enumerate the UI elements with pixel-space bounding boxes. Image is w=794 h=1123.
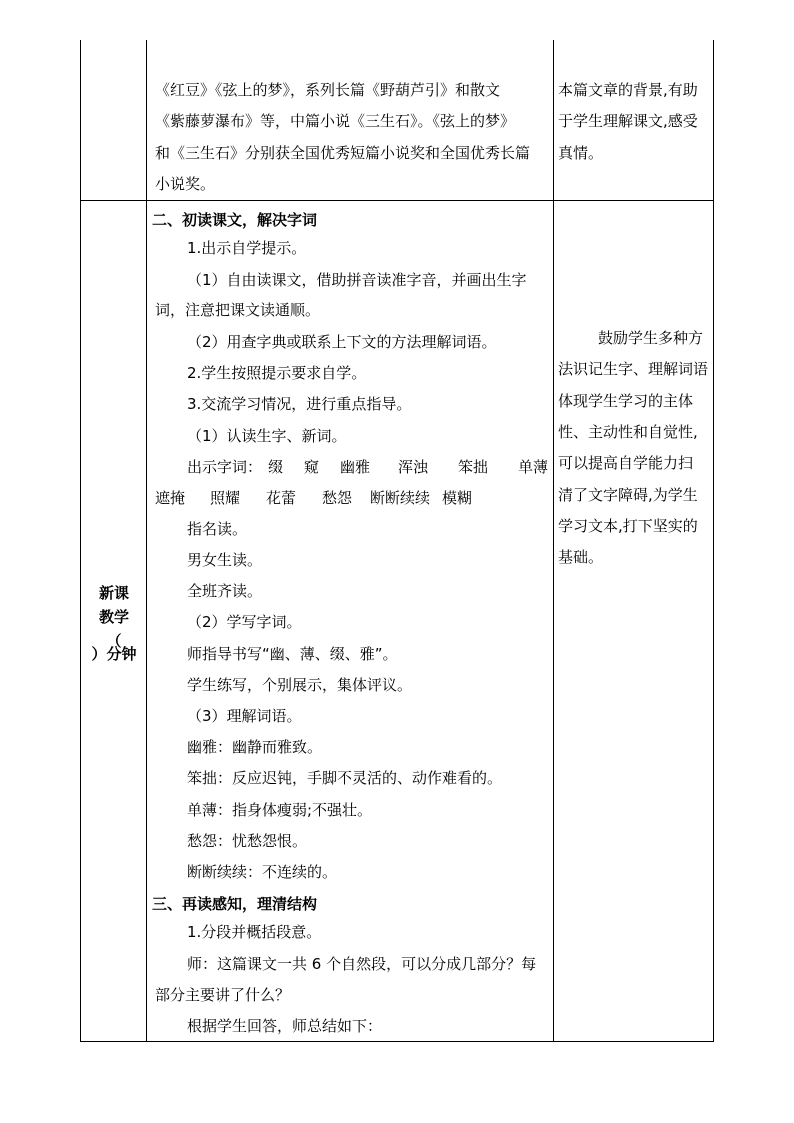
vocab-word: 笨拙 [458,458,489,476]
note-line: 体现学生学习的主体 [558,392,694,410]
vocab-word: 幽雅 [340,458,371,476]
definition-text: 笨拙：反应迟钝，手脚不灵活的、动作难看的。 [187,769,503,787]
phase-label-line: ）分钟 [91,645,137,663]
table-divider-label [146,40,147,1042]
step-text: （1）自由读课文，借助拼音读准字音，并画出生字 [187,271,527,289]
step-text: （2）用查字典或联系上下文的方法理解词语。 [187,333,497,351]
vocab-word: 断断续续 [370,489,431,507]
step-text: 1.出示自学提示。 [187,239,307,257]
vocab-word: 愁怨 [322,489,353,507]
table-row-divider [80,200,714,201]
step-text: 根据学生回答，师总结如下： [187,1017,383,1035]
vocab-word: 遮掩 [155,489,186,507]
phase-label-line: 教学 [98,608,129,626]
step-text: （2）学写字词。 [187,613,302,631]
section-title: 三、再读感知，理清结构 [152,895,318,913]
note-line: 法识记生字、理解词语 [558,360,709,378]
vocab-word: 花蕾 [266,489,297,507]
step-text: 全班齐读。 [187,582,263,600]
top-content-line: 《紫藤萝瀑布》等，中篇小说《三生石》。《弦上的梦》 [155,112,516,130]
step-text: 1.分段并概括段意。 [187,923,322,941]
note-line: 可以提高自学能力扫 [558,454,694,472]
definition-text: 愁怨：忧愁怨恨。 [187,832,308,850]
top-content-line: 《红豆》《弦上的梦》，系列长篇《野葫芦引》和散文 [155,81,501,99]
vocab-word: 模糊 [442,489,473,507]
step-text: 部分主要讲了什么？ [155,986,291,1004]
note-line: 鼓励学生多种方 [598,329,704,347]
definition-text: 幽雅：幽静而雅致。 [187,738,323,756]
note-line: 学习文本,打下坚实的 [558,517,698,535]
top-content-line: 和《三生石》分别获全国优秀短篇小说奖和全国优秀长篇 [155,144,531,162]
table-divider-note [553,40,554,1042]
top-content-line: 小说奖。 [155,175,216,193]
phase-label-line: （ [106,632,122,650]
note-line: 清了文字障碍,为学生 [558,486,698,504]
top-note-line: 于学生理解课文,感受 [558,112,698,130]
vocab-word: 浑浊 [398,458,429,476]
phase-label-line: 新课 [98,584,129,602]
vocab-word: 窥 [304,458,320,476]
step-text: 指名读。 [187,520,248,538]
definition-text: 断断续续：不连续的。 [187,863,338,881]
vocab-word: 单薄 [518,458,549,476]
table-border-left [80,40,81,1042]
section-title: 二、初读课文，解决字词 [152,211,318,229]
top-note-line: 真情。 [558,144,604,162]
step-text: 学生练写，个别展示，集体评议。 [187,676,413,694]
vocab-word: 照耀 [210,489,241,507]
step-text: 2.学生按照提示要求自学。 [187,364,367,382]
words-prefix: 出示字词： [187,458,263,476]
definition-text: 单薄：指身体瘦弱;不强壮。 [187,801,373,819]
step-text: （3）理解词语。 [187,707,302,725]
step-text: （1）认读生字、新词。 [187,427,347,445]
step-text: 师：这篇课文一共 6 个自然段，可以分成几部分？每 [187,955,537,973]
note-line: 性、主动性和自觉性, [558,423,698,441]
step-text: 师指导书写“幽、薄、缀、雅”。 [187,645,398,663]
note-line: 基础。 [558,548,604,566]
top-note-line: 本篇文章的背景,有助 [558,81,698,99]
step-text: 词，注意把课文读通顺。 [155,301,321,319]
table-border-bottom [80,1041,714,1042]
table-border-right [713,40,714,1042]
vocab-word: 缀 [268,458,284,476]
step-text: 男女生读。 [187,551,263,569]
step-text: 3.交流学习情况，进行重点指导。 [187,395,412,413]
